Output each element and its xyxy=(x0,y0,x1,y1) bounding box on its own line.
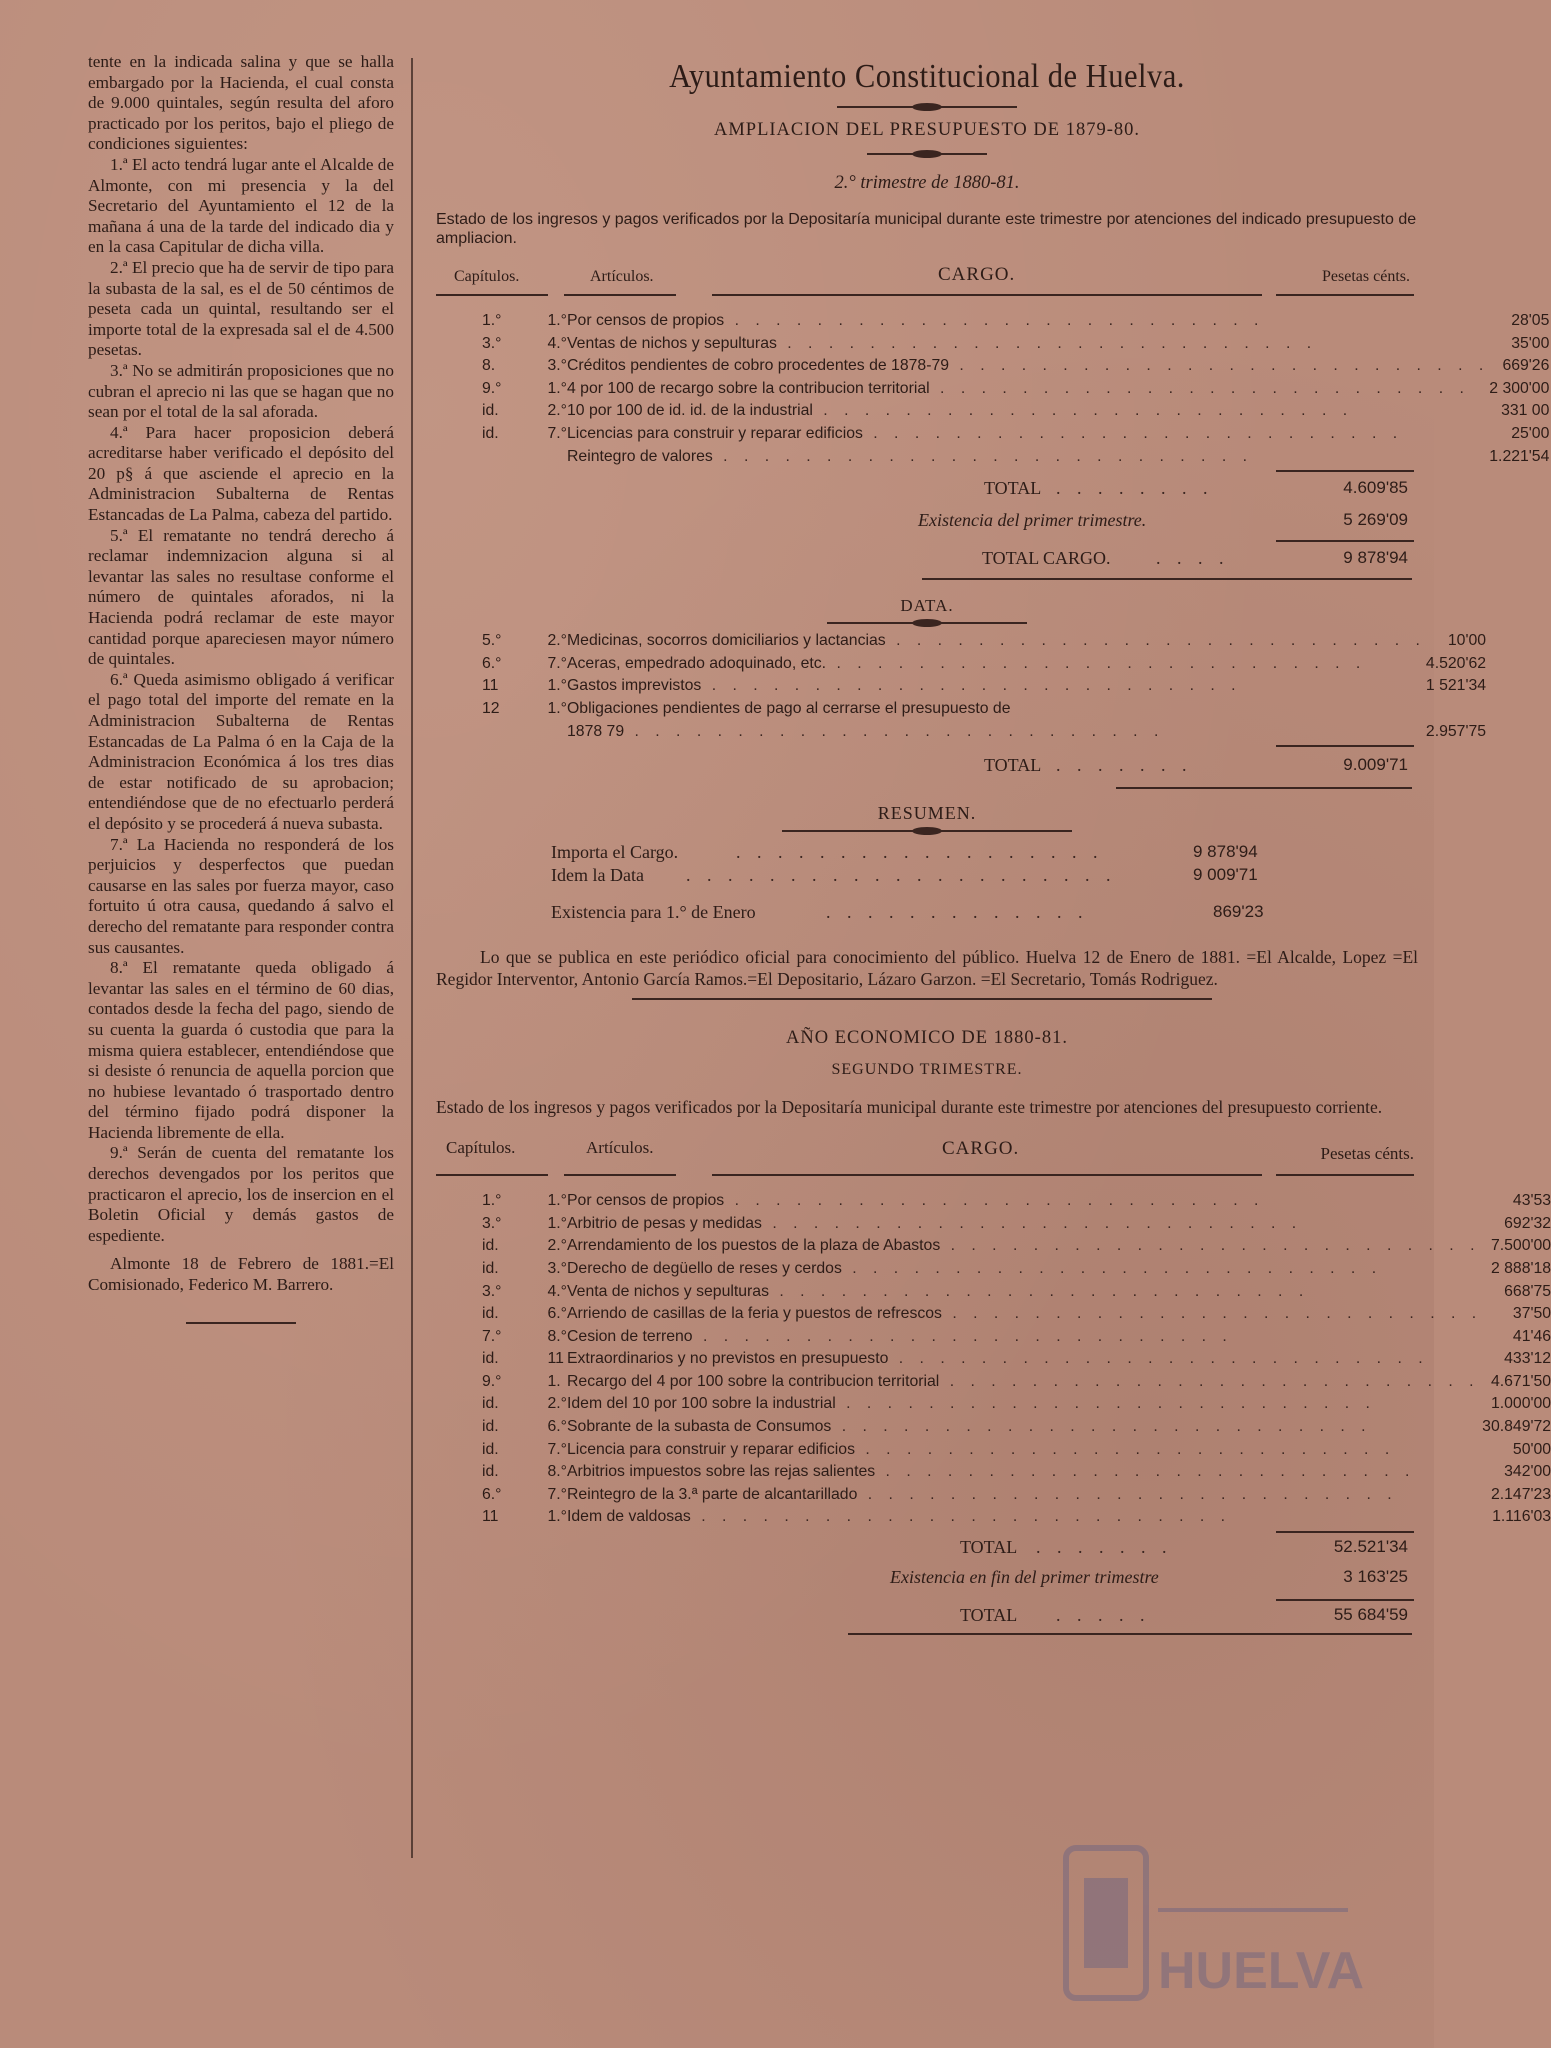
row-amount: 433'12 xyxy=(1504,1350,1551,1368)
section2-subtitle: SEGUNDO TRIMESTRE. xyxy=(831,1061,1023,1079)
row-concept: Arbitrio de pesas y medidas . . . . . . . . . . . . . . . . . . . . . . . . . . xyxy=(567,1214,1303,1232)
row-concept: Aceras, empedrado adoquinado, etc. . . . . . . . . . . . . . . . . . . . . . . . . . . xyxy=(567,654,1367,672)
row-concept: Recargo del 4 por 100 sobre la contribucion territorial . . . . . . . . . . . . . . . . . . . . . . . . . . xyxy=(567,1372,1480,1390)
row-articulo xyxy=(502,723,568,746)
existencia-label: Existencia en fin del primer trimestre xyxy=(890,1567,1159,1588)
total-cargo-amount: 9 878'94 xyxy=(1343,548,1408,568)
row-amount: 1.221'54 xyxy=(1489,447,1550,465)
row-amount: 4.671'50 xyxy=(1490,1372,1551,1390)
total-label: TOTAL xyxy=(960,1537,1018,1558)
header-cargo: CARGO. xyxy=(938,264,1016,285)
row-concept: Gastos imprevistos . . . . . . . . . . . . . . . . . . . . . . . . . . xyxy=(567,677,1242,695)
row-amount: 692'32 xyxy=(1504,1214,1551,1232)
seal-tower-icon xyxy=(1084,1878,1128,1968)
left-column xyxy=(88,52,394,1324)
page-subtitle: AMPLIACION DEL PRESUPUESTO DE 1879-80. xyxy=(713,120,1140,140)
table-row xyxy=(436,1192,1551,1215)
row-amount: 30.849'72 xyxy=(1482,1418,1551,1436)
row-articulo: 7.° xyxy=(547,1440,567,1458)
table-row xyxy=(436,448,1549,471)
row-capitulo: id. xyxy=(482,1395,499,1413)
table-row xyxy=(436,425,1549,448)
table-row xyxy=(436,1215,1551,1238)
resumen-existencia-label: Existencia para 1.° de Enero xyxy=(551,902,756,923)
table-row xyxy=(436,335,1549,358)
left-paragraph: 3.ª No se admitirán proposiciones que no cubran el aprecio ni las que se hagan que no sean por el total de la sal aforada. xyxy=(88,360,394,422)
row-concept: Obligaciones pendientes de pago al cerrarse el presupuesto de xyxy=(567,699,1011,717)
row-amount: 37'50 xyxy=(1512,1305,1551,1323)
total-amount: 4.609'85 xyxy=(1343,478,1408,498)
row-capitulo: 3.° xyxy=(482,334,502,352)
section1-title: 2.° trimestre de 1880-81. xyxy=(834,173,1020,193)
row-capitulo: 7.° xyxy=(482,1327,502,1345)
row-concept: Derecho de degüello de reses y cerdos . . . . . . . . . . . . . . . . . . . . . . . . . . xyxy=(567,1259,1383,1277)
table-row xyxy=(436,380,1549,403)
archive-seal-watermark xyxy=(1058,1838,1365,2018)
row-concept: 4 por 100 de recargo sobre la contribucion territorial . . . . . . . . . . . . . . . . . . . . . . . . . . xyxy=(567,379,1470,397)
row-amount: 25'00 xyxy=(1511,424,1550,442)
row-amount: 7.500'00 xyxy=(1490,1237,1551,1255)
row-articulo: 2.° xyxy=(547,632,567,650)
row-capitulo: 12 xyxy=(482,699,500,717)
row-amount: 4.520'62 xyxy=(1425,654,1487,672)
row-concept: Créditos pendientes de cobro procedentes de 1878-79 . . . . . . . . . . . . . . . . . . . . . . . . . . xyxy=(567,357,1490,375)
header-articulos: Artículos. xyxy=(590,268,654,285)
row-amount: 331 00 xyxy=(1501,402,1550,420)
row-amount: 50'00 xyxy=(1512,1440,1551,1458)
row-capitulo: 6.° xyxy=(482,1485,502,1503)
header-rules xyxy=(436,294,1418,302)
resumen-title: RESUMEN. xyxy=(877,803,977,824)
table-row xyxy=(436,700,1486,723)
row-amount: 342'00 xyxy=(1504,1463,1551,1481)
row-amount: 1.000'00 xyxy=(1490,1395,1551,1413)
table-row xyxy=(436,1441,1551,1464)
row-capitulo: 11 xyxy=(482,1508,499,1526)
row-articulo: 1. xyxy=(547,1372,561,1390)
section1-cargo-table xyxy=(436,312,1549,470)
table-row xyxy=(436,1463,1551,1486)
section1-data-table xyxy=(436,632,1486,745)
row-concept: Reintegro de valores . . . . . . . . . . . . . . . . . . . . . . . . . . xyxy=(567,447,1254,465)
grand-total-amount: 55 684'59 xyxy=(1333,1605,1408,1625)
row-amount: 2.957'75 xyxy=(1425,722,1487,740)
table-row xyxy=(436,312,1549,335)
row-articulo: 6.° xyxy=(547,1305,567,1323)
row-articulo: 4.° xyxy=(547,334,567,352)
resumen-cargo-amount: 9 878'94 xyxy=(1193,842,1258,862)
seal-huelva-text: HUELVA xyxy=(1158,1942,1365,2000)
section1-data-totals: TOTAL . . . . . . . 9.009'71 xyxy=(436,745,1418,789)
resumen-data-label: Idem la Data xyxy=(551,865,644,886)
row-concept: Venta de nichos y sepulturas . . . . . . . . . . . . . . . . . . . . . . . . . . xyxy=(567,1282,1310,1300)
existencia-amount: 3 163'25 xyxy=(1343,1567,1408,1587)
row-concept: 10 por 100 de id. id. de la industrial . . . . . . . . . . . . . . . . . . . . . . . . . . xyxy=(567,402,1354,420)
row-capitulo: 3.° xyxy=(482,1214,502,1232)
header-pesetas: Pesetas cénts. xyxy=(1322,268,1410,285)
table-row xyxy=(436,1328,1551,1351)
row-concept: Sobrante de la subasta de Consumos . . . . . . . . . . . . . . . . . . . . . . . . . . xyxy=(567,1418,1372,1436)
table-row xyxy=(436,677,1486,700)
row-articulo: 1.° xyxy=(547,1508,567,1526)
row-articulo: 2.° xyxy=(547,402,567,420)
row-amount: 2 888'18 xyxy=(1490,1259,1551,1277)
resumen-cargo-label: Importa el Cargo. xyxy=(551,842,679,863)
section1-closing: Lo que se publica en este periódico oficial para conocimiento del público. Huelva 12 de Enero de 1881. =El Alcalde, Lopez =El Regidor Interventor, Antonio García Ramos.=El Depositario, Lázaro Garzon. =El Secretario, Tomás Rodriguez. xyxy=(436,947,1418,989)
section1-totals: TOTAL . . . . . . . . 4.609'85 Existencia del primer trimestre. 5 269'09 TOTAL CARGO. . . . . 9 878'94 xyxy=(436,470,1418,580)
table-row xyxy=(436,357,1549,380)
row-amount: 1.116'03 xyxy=(1492,1508,1551,1526)
row-capitulo: 11 xyxy=(482,677,499,695)
row-amount: 10'00 xyxy=(1447,632,1487,650)
row-concept: Licencias para construir y reparar edificios . . . . . . . . . . . . . . . . . . . . . . . . . . xyxy=(567,424,1404,442)
resumen-block: Importa el Cargo. . . . . . . . . . . . . . . . . . . 9 878'94 Idem la Data . . . . . . . . . . . . . . . . . . . . . 9 009'71 Existencia para 1.° de Enero . . . . . . . . . . . . . 869'23 xyxy=(551,842,1264,923)
table-row xyxy=(436,1486,1551,1509)
row-amount: 43'53 xyxy=(1512,1192,1551,1210)
row-articulo: 7.° xyxy=(547,654,567,672)
left-paragraph: tente en la indicada salina y que se halla embargado por la Hacienda, el cual consta de 9.000 quintales, según resulta del aforo practicado por los peritos, bajo el pliego de condiciones siguientes: xyxy=(88,52,394,154)
left-end-rule xyxy=(186,1322,296,1324)
row-articulo: 4.° xyxy=(547,1282,567,1300)
row-articulo: 7.° xyxy=(547,1485,567,1503)
row-articulo: 1.° xyxy=(547,312,567,329)
row-capitulo xyxy=(436,448,502,471)
table-row xyxy=(436,1305,1551,1328)
resumen-existencia-amount: 869'23 xyxy=(1213,902,1264,922)
row-concept: Ventas de nichos y sepulturas . . . . . . . . . . . . . . . . . . . . . . . . . . xyxy=(567,334,1318,352)
header-rules xyxy=(436,1174,1418,1182)
ornament-rule xyxy=(837,102,1017,112)
page-title: Ayuntamiento Constitucional de Huelva. xyxy=(669,58,1185,95)
row-articulo: 2.° xyxy=(547,1237,567,1255)
left-paragraph: 9.ª Serán de cuenta del rematante los derechos devengados por los peritos que practicaron el aprecio, los de insercion en el Boletin Oficial y demás gastos de espediente. xyxy=(88,1143,394,1245)
section2-cargo-table xyxy=(436,1192,1551,1531)
row-amount: 2.147'23 xyxy=(1490,1485,1551,1503)
header-capitulos: Capítulos. xyxy=(446,1138,516,1158)
table-row xyxy=(436,1395,1551,1418)
header-pesetas: Pesetas cénts. xyxy=(1320,1144,1414,1164)
row-capitulo: 8. xyxy=(482,357,496,375)
data-total-amount: 9.009'71 xyxy=(1343,755,1408,775)
row-capitulo: 1.° xyxy=(482,312,502,329)
table-row xyxy=(436,1260,1551,1283)
left-paragraph: 2.ª El precio que ha de servir de tipo para la subasta de la sal, es el de 50 céntimos de peseta cada un quintal, resultando ser el importe total de la expresada sal el de 4.500 pesetas. xyxy=(88,257,394,360)
right-column xyxy=(436,52,1551,1639)
row-articulo: 11 xyxy=(547,1350,564,1368)
row-articulo: 1.° xyxy=(547,1192,567,1210)
row-amount: 668'75 xyxy=(1504,1282,1551,1300)
row-concept: Por censos de propios . . . . . . . . . . . . . . . . . . . . . . . . . . xyxy=(567,1192,1265,1210)
table-row xyxy=(436,402,1549,425)
existencia-amount: 5 269'09 xyxy=(1343,510,1408,530)
row-capitulo: 6.° xyxy=(482,654,502,672)
row-capitulo: id. xyxy=(482,1463,499,1481)
table-row xyxy=(436,1508,1551,1531)
section2-intro: Estado de los ingresos y pagos verificados por la Depositaría municipal durante este trimestre por atenciones del presupuesto corriente. xyxy=(436,1097,1383,1118)
row-capitulo: 9.° xyxy=(482,379,502,397)
section2-totals: TOTAL . . . . . . . 52.521'34 Existencia en fin del primer trimestre 3 163'25 TOTAL . . . . . 55 684'59 xyxy=(436,1531,1418,1639)
data-total-label: TOTAL xyxy=(984,755,1042,776)
left-paragraph: 6.ª Queda asimismo obligado á verificar el pago total del importe del remate en la Administracion Subalterna de Rentas Estancadas de La Palma ó en la Caja de la Administracion Económica á los tres dias de estar notificado de su aprobacion; entendiéndose que de no efectuarlo perderá el depósito y se procederá á nueva subasta. xyxy=(88,669,394,833)
row-articulo: 1.° xyxy=(547,699,567,717)
row-amount xyxy=(1426,700,1486,723)
row-concept: Arbitrios impuestos sobre las rejas salientes . . . . . . . . . . . . . . . . . . . . . . . . . . xyxy=(567,1463,1416,1481)
row-amount: 669'26 xyxy=(1502,357,1550,375)
section1-intro: Estado de los ingresos y pagos verificados por la Depositaría municipal durante este trimestre por atenciones del indicado presupuesto de ampliacion. xyxy=(436,211,1417,247)
row-capitulo: id. xyxy=(482,1440,499,1458)
row-capitulo: id. xyxy=(482,1305,499,1323)
header-cargo: CARGO. xyxy=(942,1138,1020,1160)
row-capitulo: id. xyxy=(482,424,499,442)
ornament-rule xyxy=(867,149,987,159)
row-capitulo: 3.° xyxy=(482,1282,502,1300)
section1-column-headers xyxy=(436,260,1418,294)
row-concept: Cesion de terreno . . . . . . . . . . . . . . . . . . . . . . . . . . xyxy=(567,1327,1233,1345)
row-concept: Arrendamiento de los puestos de la plaza de Abastos . . . . . . . . . . . . . . . . . . . . . . . . . . xyxy=(567,1237,1481,1255)
header-capitulos: Capítulos. xyxy=(454,268,520,285)
section2-column-headers xyxy=(436,1130,1418,1164)
row-concept: Idem de valdosas . . . . . . . . . . . . . . . . . . . . . . . . . . xyxy=(567,1508,1232,1526)
total-label: TOTAL xyxy=(984,478,1042,499)
resumen-data-amount: 9 009'71 xyxy=(1193,865,1258,885)
grand-total-label: TOTAL xyxy=(960,1605,1018,1626)
row-capitulo: id. xyxy=(482,402,499,420)
table-row xyxy=(436,1418,1551,1441)
row-capitulo: 1.° xyxy=(482,1192,502,1210)
row-articulo: 1.° xyxy=(547,379,567,397)
left-paragraph: 8.ª El rematante queda obligado á levantar las sales en el término de 60 dias, contados desde la fecha del pago, siendo de su cuenta la guarda ó custodia que para la misma quiera establecer, entendiéndose que si desiste ó renuncia de aquella porcion que no hubiese levantado ó trasportado dentro del término fijado podrá disponer la Hacienda libremente de ella. xyxy=(88,958,394,1142)
table-row xyxy=(436,655,1486,678)
left-paragraph: 1.ª El acto tendrá lugar ante el Alcalde de Almonte, con mi presencia y la del Secretario del Ayuntamiento el 12 de la mañana á una de la tarde del indicado dia y en la casa Capitular de dicha villa. xyxy=(88,154,394,257)
table-row xyxy=(436,1350,1551,1373)
row-capitulo: id. xyxy=(482,1350,499,1368)
table-row xyxy=(436,1237,1551,1260)
row-articulo xyxy=(502,448,568,471)
row-concept: Licencia para construir y reparar edificios . . . . . . . . . . . . . . . . . . . . . . . . . . xyxy=(567,1440,1396,1458)
table-row xyxy=(436,723,1486,746)
row-concept: 1878 79 . . . . . . . . . . . . . . . . . . . . . . . . . . xyxy=(567,722,1165,740)
row-amount: 2 300'00 xyxy=(1489,379,1550,397)
existencia-label: Existencia del primer trimestre. xyxy=(918,510,1147,531)
row-articulo: 6.° xyxy=(547,1418,567,1436)
left-paragraph: 5.ª El rematante no tendrá derecho á reclamar indemnizacion alguna si al levantar las sales no resultase conforme el número de quintales aforados, ni la Hacienda podrá reclamar de este mayor cantidad porque apareciesen mayor número de quintales. xyxy=(88,525,394,669)
row-articulo: 3.° xyxy=(547,357,567,375)
header-articulos: Artículos. xyxy=(586,1138,654,1158)
left-signature: Almonte 18 de Febrero de 1881.=El Comisionado, Federico M. Barrero. xyxy=(88,1254,394,1295)
row-concept: Arriendo de casillas de la feria y puestos de refrescos . . . . . . . . . . . . . . . . . . . . . . . . . . xyxy=(567,1305,1483,1323)
row-concept: Por censos de propios . . . . . . . . . . . . . . . . . . . . . . . . . . xyxy=(567,312,1265,329)
left-paragraph: 7.ª La Hacienda no responderá de los perjuicios y desperfectos que puedan causarse en las sales por fuerza mayor, caso fortuito ú otra causa, quedando á salvo el derecho del rematante para responder contra sus causantes. xyxy=(88,834,394,957)
row-amount: 35'00 xyxy=(1511,334,1550,352)
row-capitulo: 5.° xyxy=(482,632,502,650)
row-articulo: 3.° xyxy=(547,1259,567,1277)
row-concept: Extraordinarios y no previstos en presupuesto . . . . . . . . . . . . . . . . . . . . . . . . . . xyxy=(567,1350,1429,1368)
table-row xyxy=(436,1283,1551,1306)
row-concept: Reintegro de la 3.ª parte de alcantarillado . . . . . . . . . . . . . . . . . . . . . . . . . . xyxy=(567,1485,1398,1503)
section2-title: AÑO ECONOMICO DE 1880-81. xyxy=(786,1028,1068,1049)
row-amount: 28'05 xyxy=(1511,312,1550,329)
table-row xyxy=(436,1373,1551,1396)
row-articulo: 2.° xyxy=(547,1395,567,1413)
total-cargo-label: TOTAL CARGO. xyxy=(982,548,1111,569)
row-articulo: 8.° xyxy=(547,1463,567,1481)
row-articulo: 1.° xyxy=(547,677,567,695)
row-capitulo: 9.° xyxy=(482,1372,502,1390)
row-articulo: 1.° xyxy=(547,1214,567,1232)
total-amount: 52.521'34 xyxy=(1333,1537,1408,1557)
data-title: DATA. xyxy=(900,596,954,616)
data-rule xyxy=(827,618,1027,622)
left-paragraph: 4.ª Para hacer proposicion deberá acreditarse haber verificado el depósito del 20 p§ á que asciende el aprecio en la Administracion Subalterna de Rentas Estancadas de La Palma, cabeza del partido. xyxy=(88,422,394,525)
row-capitulo: id. xyxy=(482,1418,499,1436)
row-capitulo xyxy=(436,723,502,746)
row-amount: 41'46 xyxy=(1512,1327,1551,1345)
row-articulo: 8.° xyxy=(547,1327,567,1345)
table-row xyxy=(436,632,1486,655)
row-articulo: 7.° xyxy=(547,424,567,442)
row-capitulo: id. xyxy=(482,1259,499,1277)
row-concept: Idem del 10 por 100 sobre la industrial . . . . . . . . . . . . . . . . . . . . . . . . . . xyxy=(567,1395,1376,1413)
column-divider xyxy=(411,58,413,1858)
row-capitulo: id. xyxy=(482,1237,499,1255)
resumen-rule xyxy=(782,826,1072,830)
row-amount: 1 521'34 xyxy=(1425,677,1487,695)
row-concept: Medicinas, socorros domiciliarios y lactancias . . . . . . . . . . . . . . . . . . . . . . . . . . xyxy=(567,632,1426,650)
